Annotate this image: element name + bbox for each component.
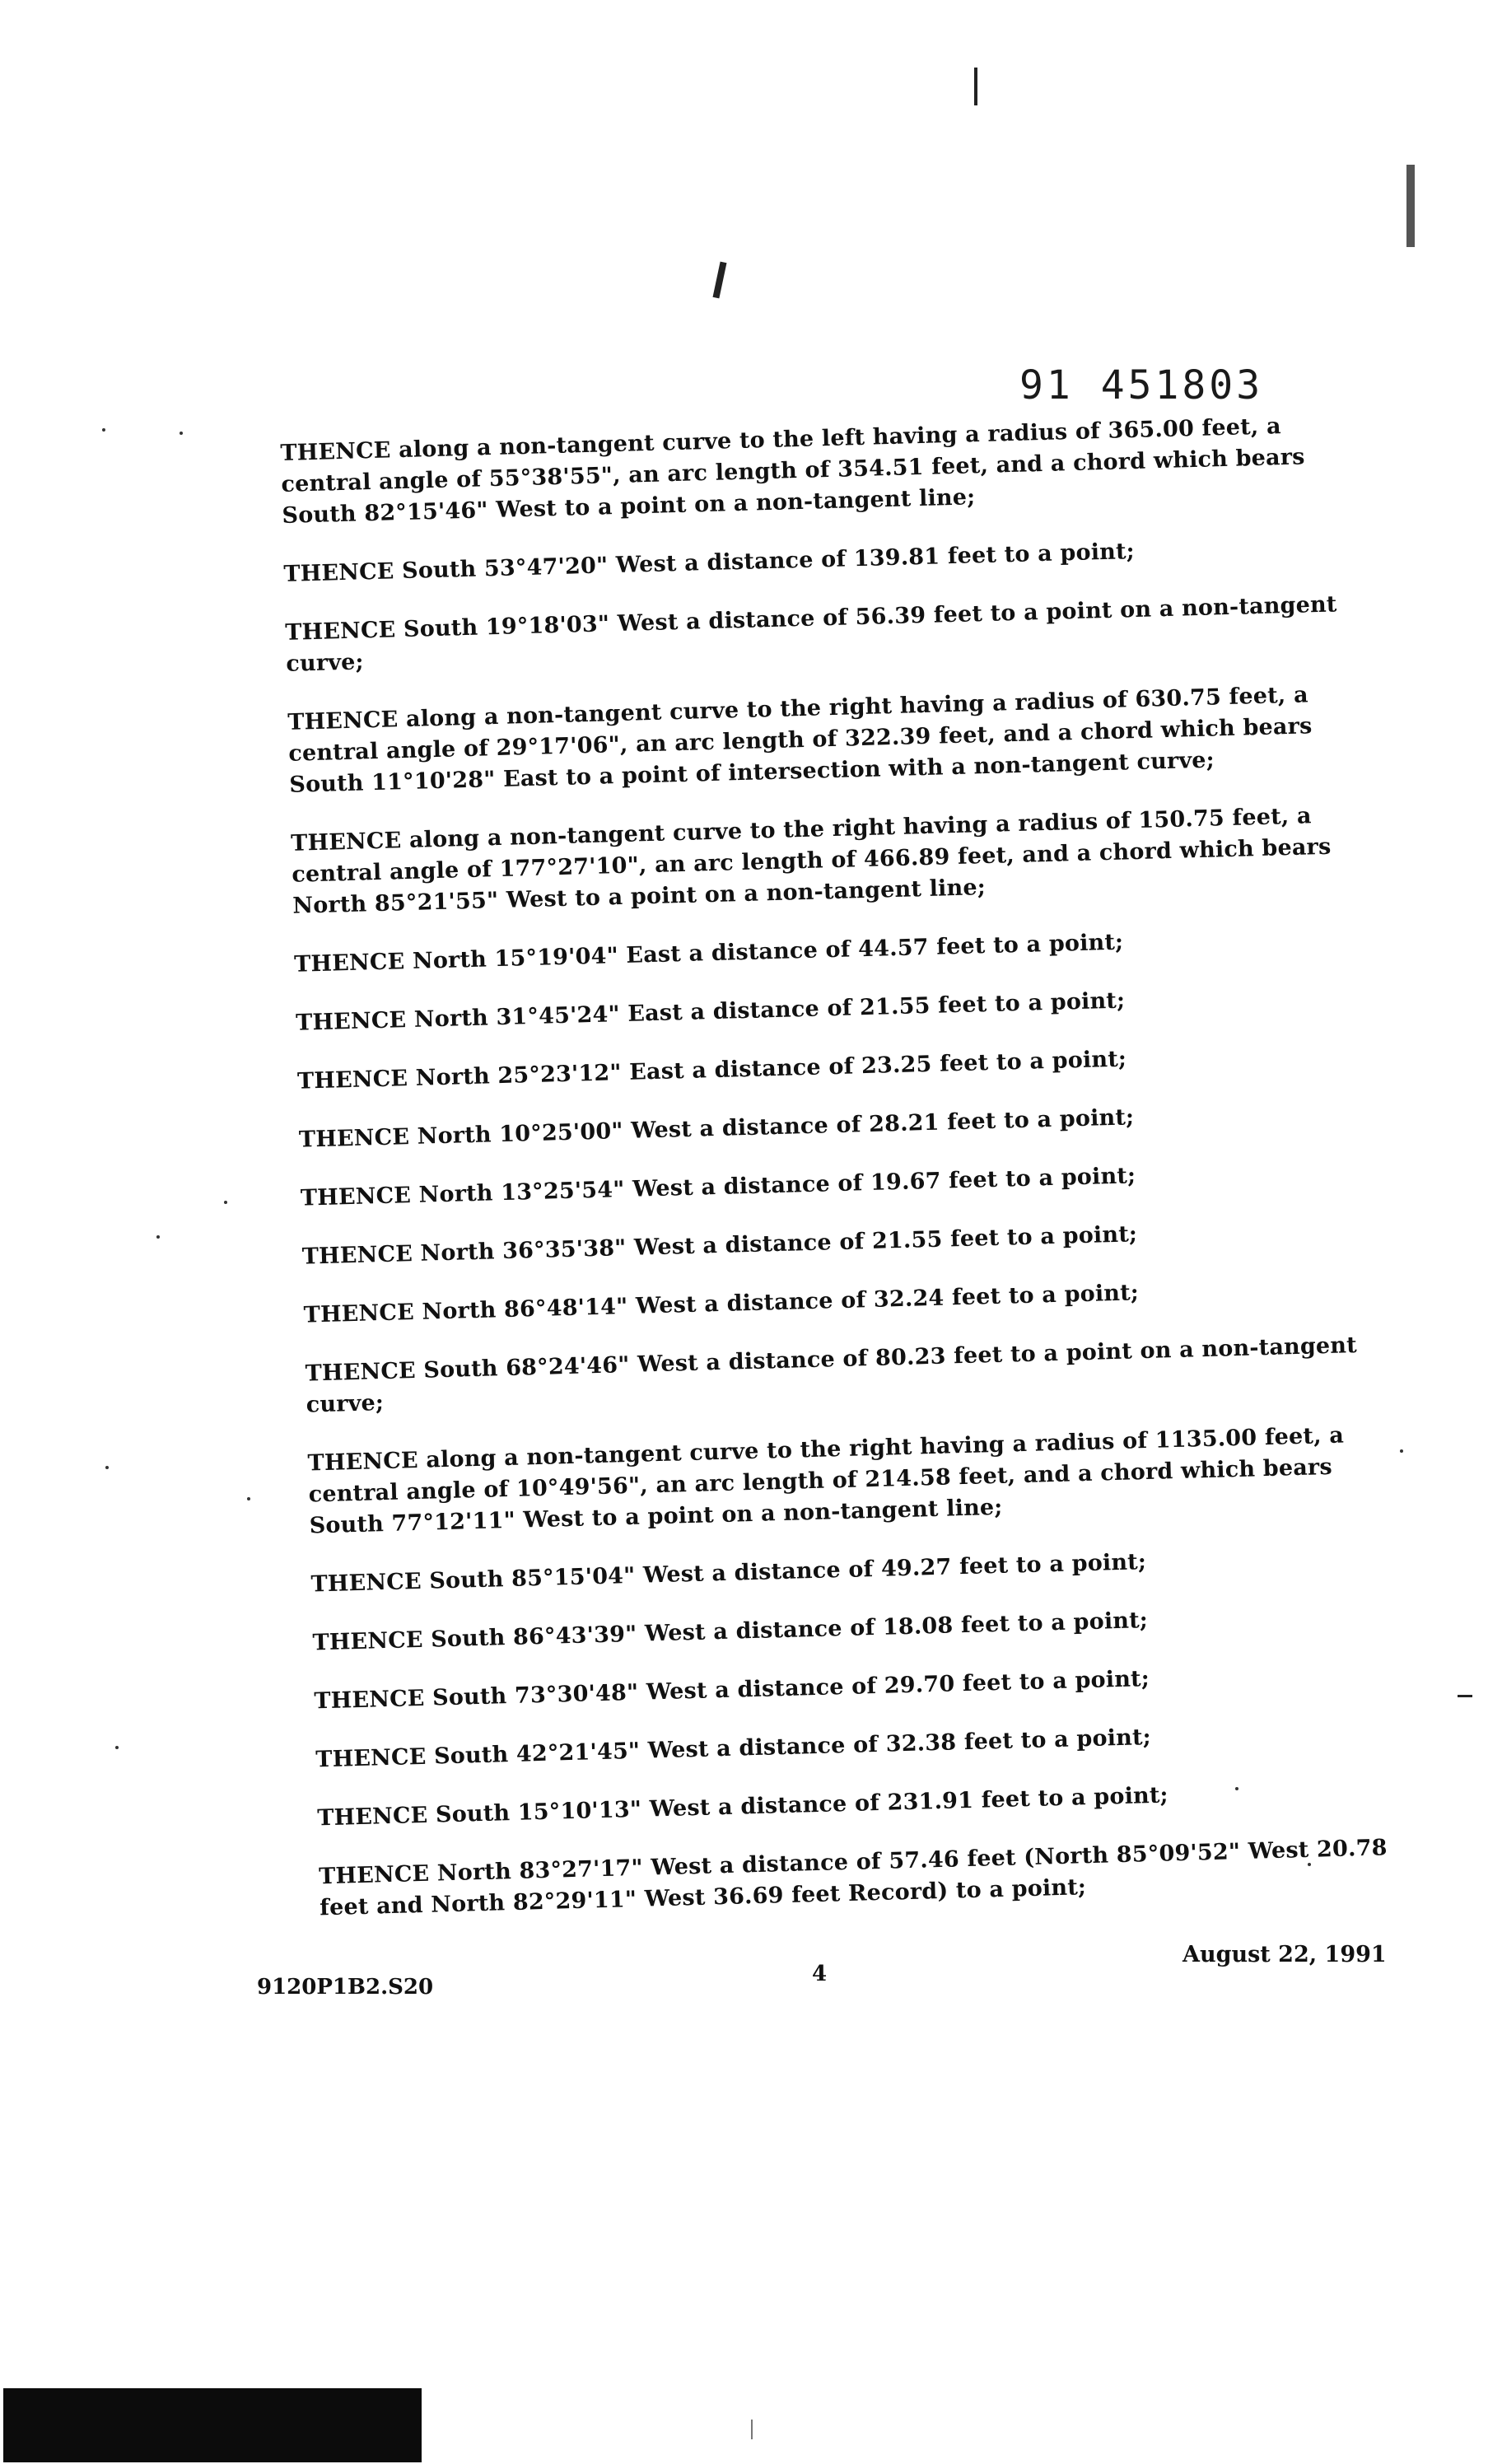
scan-speck [105,1466,109,1469]
scan-mark-top [974,68,977,105]
scan-speck [115,1746,119,1749]
course-paragraph: THENCE North 15°19'04" East a distance of 44.57 feet to a point; [293,929,1124,978]
course-paragraph: THENCE North 31°45'24" East a distance of 21.55 feet to a point; [295,987,1126,1036]
file-code: 9120P1B2.S20 [257,1975,434,2000]
scan-speck [156,1235,160,1239]
course-paragraph: THENCE South 86°43'39" West a distance of 18.08 feet to a point; [312,1608,1149,1656]
course-paragraph: THENCE along a non-tangent curve to the right having a radius of 1135.00 feet, a central angle of 10°49'56", an arc length of 214.58 feet, and a chord which bears South 77°12'11" West to a point on a non-tangent line; [307,1422,1345,1539]
course-paragraph: THENCE along a non-tangent curve to the right having a radius of 150.75 feet, a central angle of 177°27'10", an arc length of 466.89 feet, and a chord which bears North 85°21'55" West to a point on a non-tangent line; [290,803,1332,919]
course-paragraph: THENCE South 73°30'48" West a distance of 29.70 feet to a point; [314,1665,1150,1715]
scan-speck [224,1201,227,1204]
course-paragraph: THENCE South 53°47'20" West a distance of 139.81 feet to a point; [283,538,1136,587]
course-paragraph: THENCE North 25°23'12" East a distance of 23.25 feet to a point; [296,1046,1127,1094]
course-paragraph: THENCE North 13°25'54" West a distance of 19.67 feet to a point; [300,1163,1136,1211]
scan-speck [247,1497,250,1500]
document-date: August 22, 1991 [1182,1942,1387,1967]
course-paragraph: THENCE North 86°48'14" West a distance of 32.24 feet to a point; [303,1280,1140,1328]
scan-edge-right [1406,165,1415,247]
redaction-bar [3,2388,422,2462]
course-paragraph: THENCE South 85°15'04" West a distance of 49.27 feet to a point; [310,1549,1147,1598]
legal-description [280,408,1407,1951]
course-paragraph: THENCE North 36°35'38" West a distance of 21.55 feet to a point; [301,1221,1138,1270]
course-paragraph: THENCE North 83°27'17" West a distance of 57.46 feet (North 85°09'52" West 20.78 feet and North 82°29'11" West 36.69 feet Record) to a point; [318,1835,1388,1921]
scan-speck [180,432,183,435]
course-paragraph: THENCE along a non-tangent curve to the left having a radius of 365.00 feet, a central angle of 55°38'55", an arc length of 354.51 feet, and a chord which bears South 82°15'46" West to a point on a non-tangent line; [280,413,1305,529]
course-paragraph: THENCE South 42°21'45" West a distance of 32.38 feet to a point; [315,1724,1152,1773]
document-number: 91 451803 [1019,362,1264,408]
course-paragraph: THENCE along a non-tangent curve to the right having a radius of 630.75 feet, a central angle of 29°17'06", an arc length of 322.39 feet, and a chord which bears South 11°10'28" East to a point of intersection with a non-tangent curve; [287,682,1313,798]
scan-mark-fleck [713,262,727,299]
scan-dash-right [1458,1695,1472,1697]
page-number: 4 [812,1962,828,1986]
course-paragraph: THENCE South 19°18'03" West a distance of 56.39 feet to a point on a non-tangent curve; [284,591,1337,677]
scan-speck [102,428,105,432]
scan-mark-bottom [751,2420,753,2439]
course-paragraph: THENCE North 10°25'00" West a distance of 28.21 feet to a point; [298,1104,1135,1153]
course-paragraph: THENCE South 15°10'13" West a distance of 231.91 feet to a point; [316,1782,1169,1832]
scan-speck [1400,1449,1403,1453]
course-paragraph: THENCE South 68°24'46" West a distance of 80.23 feet to a point on a non-tangent curve; [305,1332,1358,1418]
